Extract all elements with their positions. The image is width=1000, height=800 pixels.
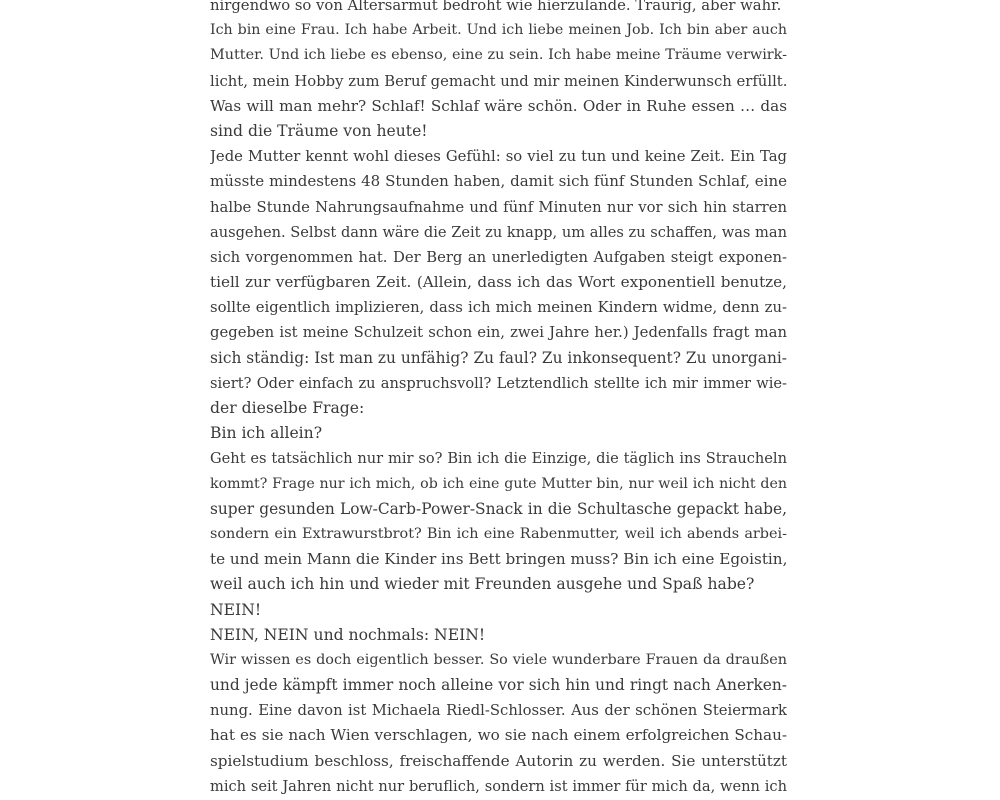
text-line: halbe Stunde Nahrungsaufnahme und fünf Minuten nur vor sich hin starren [210, 198, 787, 216]
text-line: Bin ich allein? [210, 424, 323, 443]
text-line: mich seit Jahren nicht nur beruflich, sondern ist immer für mich da, wenn ich [210, 777, 787, 795]
text-line: müsste mindestens 48 Stunden haben, damit sich fünf Stunden Schlaf, eine [210, 172, 787, 191]
text-line: Wir wissen es doch eigentlich besser. So viele wunderbare Frauen da draußen [210, 651, 787, 668]
document-page [210, 0, 787, 799]
text-line: der dieselbe Frage: [210, 399, 365, 417]
text-line: sind die Träume von heute! [210, 121, 428, 140]
text-line: NEIN! [210, 600, 262, 619]
text-line: Was will man mehr? Schlaf! Schlaf wäre schön. Oder in Ruhe essen … das [210, 96, 787, 115]
text-line: spielstudium beschloss, freischaffende Autorin zu werden. Sie unterstützt [210, 751, 787, 770]
text-line: sich ständig: Ist man zu unfähig? Zu faul? Zu inkonsequent? Zu unorgani- [210, 348, 787, 367]
text-line: sich vorgenommen hat. Der Berg an unerledigten Aufgaben steigt exponen- [210, 248, 787, 266]
text-line: nirgendwo so von Altersarmut bedroht wie hierzulande. Traurig, aber wahr. [210, 0, 782, 14]
text-line: siert? Oder einfach zu anspruchsvoll? Letztendlich stellte ich mir immer wie- [210, 374, 787, 392]
text-line: sollte eigentlich implizieren, dass ich mich meinen Kindern widme, denn zu- [210, 299, 787, 317]
text-line: NEIN, NEIN und nochmals: NEIN! [210, 625, 486, 644]
text-line: sondern ein Extrawurstbrot? Bin ich eine Rabenmutter, weil ich abends arbei- [210, 525, 787, 542]
text-line: te und mein Mann die Kinder ins Bett bringen muss? Bin ich eine Egoistin, [210, 550, 787, 569]
text-line: super gesunden Low-Carb-Power-Snack in die Schultasche gepackt habe, [210, 499, 787, 518]
text-line: tiell zur verfügbaren Zeit. (Allein, dass ich das Wort exponentiell benutze, [210, 273, 787, 292]
text-line: nung. Eine davon ist Michaela Riedl-Schlosser. Aus der schönen Steiermark [210, 702, 787, 720]
text-line: weil auch ich hin und wieder mit Freunden ausgehe und Spaß habe? [210, 575, 755, 594]
text-line: Jede Mutter kennt wohl dieses Gefühl: so viel zu tun und keine Zeit. Ein Tag [210, 148, 787, 166]
text-line: Ich bin eine Frau. Ich habe Arbeit. Und ich liebe meinen Job. Ich bin aber auch [210, 22, 787, 39]
text-line: Mutter. Und ich liebe es ebenso, eine zu sein. Ich habe meine Träume verwirk- [210, 47, 787, 64]
text-line: gegeben ist meine Schulzeit schon ein, zwei Jahre her.) Jedenfalls fragt man [210, 324, 787, 342]
text-line: ausgehen. Selbst dann wäre die Zeit zu knapp, um alles zu schaffen, was man [210, 223, 787, 241]
text-line: und jede kämpft immer noch alleine vor sich hin und ringt nach Anerken- [210, 676, 787, 695]
text-line: licht, mein Hobby zum Beruf gemacht und mir meinen Kinderwunsch erfüllt. [210, 72, 787, 90]
text-line: Geht es tatsächlich nur mir so? Bin ich die Einzige, die täglich ins Straucheln [210, 450, 787, 468]
text-line: hat es sie nach Wien verschlagen, wo sie nach einem erfolgreichen Schau- [210, 726, 787, 745]
text-line: kommt? Frage nur ich mich, ob ich eine gute Mutter bin, nur weil ich nicht den [210, 475, 787, 492]
